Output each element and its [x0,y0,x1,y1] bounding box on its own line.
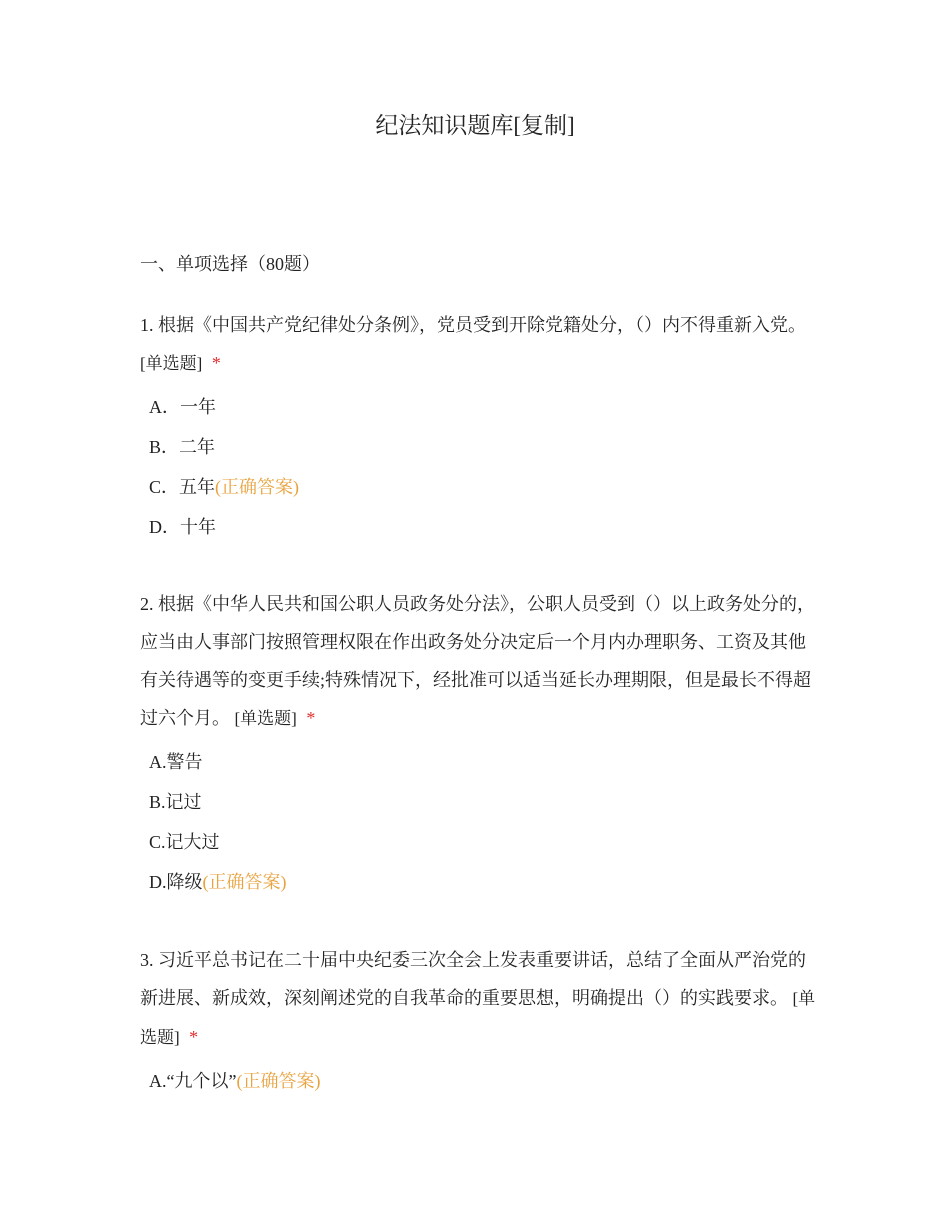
question-1 [140,306,820,547]
correct-answer-tag: (正确答案) [236,1071,321,1091]
section-heading: 一、单项选择（80题） [140,254,320,274]
option-list [140,742,820,902]
required-marker: * [306,708,316,728]
question-3 [140,941,820,1101]
option-a[interactable] [149,387,820,427]
option-label: C.记大过 [149,832,220,852]
question-number: 2. [140,594,154,614]
option-b[interactable] [149,427,820,467]
question-number: 3. [140,950,154,970]
option-label: B.记过 [149,792,202,812]
option-label: A.警告 [149,752,203,772]
correct-answer-tag: (正确答案) [215,477,300,497]
option-label: C．五年 [149,477,216,497]
option-d[interactable] [149,862,820,902]
option-label: D.降级 [149,872,203,892]
option-c[interactable] [149,822,820,862]
option-label: B．二年 [149,437,216,457]
question-text: 根据《中华人民共和国公职人员政务处分法》，公职人员受到（）以上政务处分的，应当由人事部门按照管理权限在作出政务处分决定后一个月内办理职务、工资及其他有关待遇等的变更手续;特殊情况下，经批准可以适当延长办理期限，但是最长不得超过六个月。 [140,594,815,728]
option-b[interactable] [149,782,820,822]
required-marker: * [189,1027,199,1047]
page-title: 纪法知识题库[复制] [375,113,575,138]
option-a[interactable] [149,1061,820,1101]
option-d[interactable] [149,507,820,547]
question-stem [140,306,820,383]
question-stem [140,585,820,738]
question-number: 1. [140,315,154,335]
option-label: A.“九个以” [149,1071,237,1091]
question-text: 根据《中国共产党纪律处分条例》，党员受到开除党籍处分，（）内不得重新入党。 [158,315,806,335]
option-a[interactable] [149,742,820,782]
option-c[interactable] [149,467,820,507]
option-label: D．十年 [149,517,216,537]
question-type: [单选题] [140,989,816,1047]
question-stem [140,941,820,1057]
correct-answer-tag: (正确答案) [202,872,287,892]
question-text: 习近平总书记在二十届中央纪委三次全会上发表重要讲话，总结了全面从严治党的新进展、新成效，深刻阐述党的自我革命的重要思想，明确提出（）的实践要求。 [140,950,806,1008]
required-marker: * [211,353,221,373]
option-list [140,387,820,547]
option-list [140,1061,820,1101]
question-type: [单选题] [234,709,297,728]
question-2 [140,585,820,902]
option-label: A．一年 [149,397,216,417]
question-type: [单选题] [140,354,203,373]
